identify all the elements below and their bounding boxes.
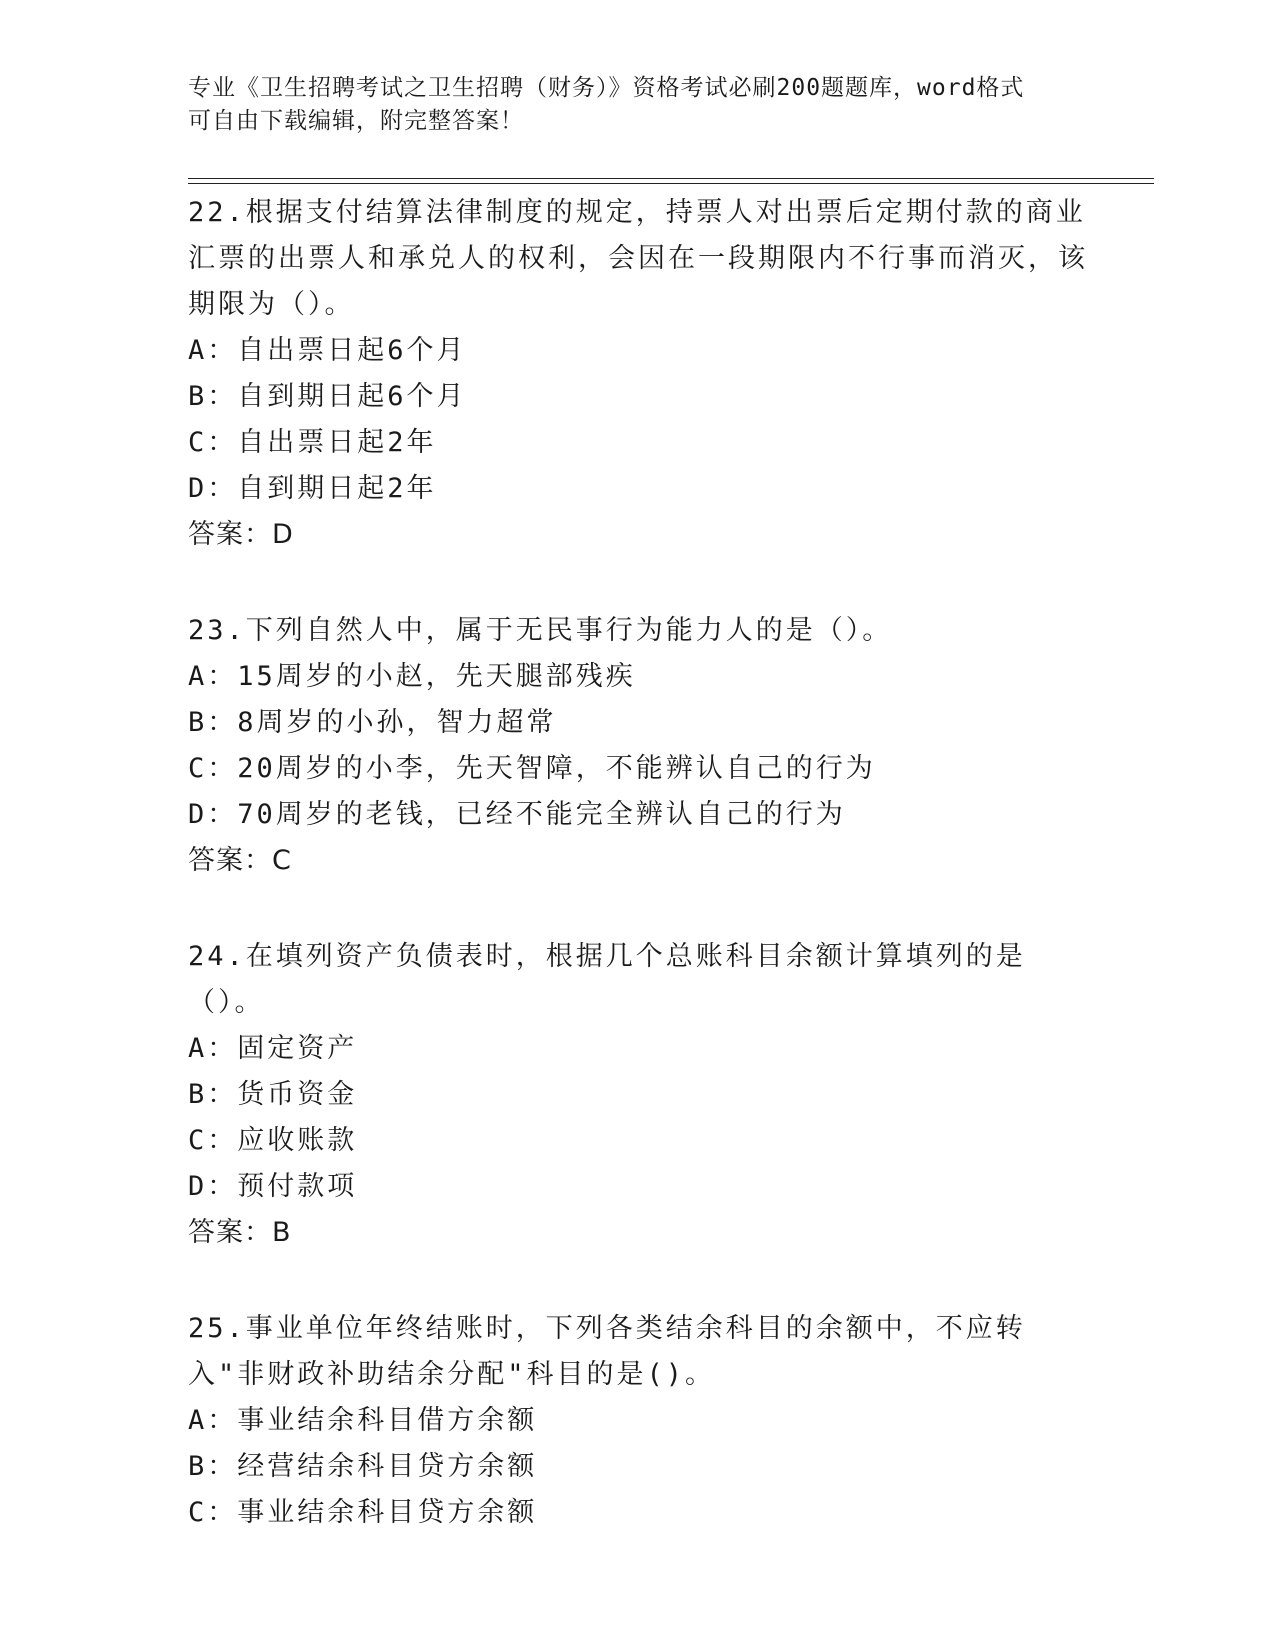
option-c: C：20周岁的小李，先天智障，不能辨认自己的行为 bbox=[188, 753, 876, 784]
header-line-2: 可自由下载编辑，附完整答案！ bbox=[188, 108, 524, 134]
question-stem: 23.下列自然人中，属于无民事行为能力人的是（）。 bbox=[188, 615, 893, 646]
option-b: B：经营结余科目贷方余额 bbox=[188, 1451, 538, 1482]
answer-text: 答案：D bbox=[188, 519, 294, 550]
question-23 bbox=[188, 608, 1088, 884]
question-22 bbox=[188, 190, 1088, 558]
option-c: C：自出票日起2年 bbox=[188, 427, 437, 458]
answer-text: 答案：C bbox=[188, 845, 292, 876]
question-24 bbox=[188, 934, 1088, 1256]
option-b: B：8周岁的小孙，智力超常 bbox=[188, 707, 557, 738]
option-a: A：事业结余科目借方余额 bbox=[188, 1405, 538, 1436]
header-divider-top bbox=[188, 178, 1154, 179]
question-list bbox=[188, 190, 1088, 1586]
option-c: C：事业结余科目贷方余额 bbox=[188, 1497, 538, 1528]
header-line-1: 专业《卫生招聘考试之卫生招聘（财务）》资格考试必刷200题题库，word格式 bbox=[188, 75, 1025, 101]
option-d: D：自到期日起2年 bbox=[188, 473, 437, 504]
header-divider-bottom bbox=[188, 183, 1154, 184]
question-25 bbox=[188, 1306, 1088, 1536]
question-stem: 24.在填列资产负债表时，根据几个总账科目余额计算填列的是（）。 bbox=[188, 941, 1026, 1018]
option-c: C：应收账款 bbox=[188, 1125, 358, 1156]
option-a: A：自出票日起6个月 bbox=[188, 335, 467, 366]
answer-text: 答案：B bbox=[188, 1217, 292, 1248]
option-b: B：自到期日起6个月 bbox=[188, 381, 467, 412]
document-header bbox=[188, 72, 1088, 138]
option-d: D：70周岁的老钱，已经不能完全辨认自己的行为 bbox=[188, 799, 846, 830]
option-a: A：15周岁的小赵，先天腿部残疾 bbox=[188, 661, 636, 692]
option-d: D：预付款项 bbox=[188, 1171, 358, 1202]
question-stem: 25.事业单位年终结账时，下列各类结余科目的余额中，不应转入"非财政补助结余分配"科目的是()。 bbox=[188, 1313, 1026, 1390]
option-a: A：固定资产 bbox=[188, 1033, 358, 1064]
question-stem: 22.根据支付结算法律制度的规定，持票人对出票后定期付款的商业汇票的出票人和承兑人的权利，会因在一段期限内不行事而消灭，该期限为（）。 bbox=[188, 197, 1088, 320]
option-b: B：货币资金 bbox=[188, 1079, 358, 1110]
